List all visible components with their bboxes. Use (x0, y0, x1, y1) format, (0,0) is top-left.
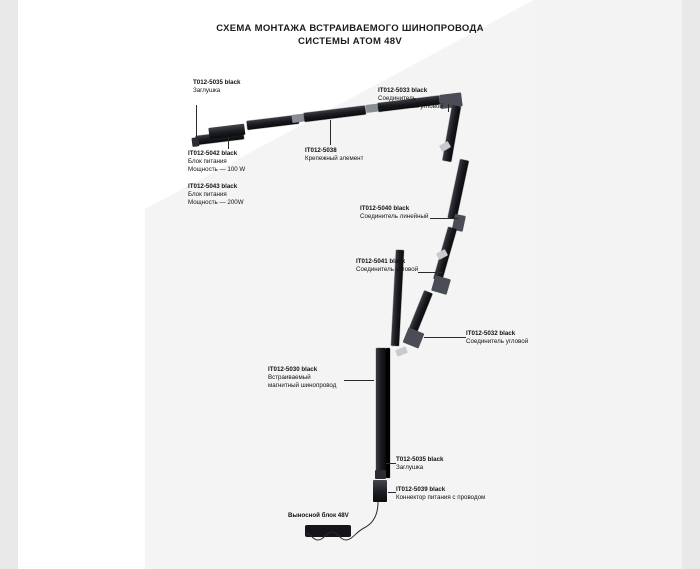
label-cap-top-desc-0: Заглушка (193, 87, 221, 95)
label-cap-top (193, 79, 240, 95)
label-psu-100w-code: IT012-5042 black (188, 150, 238, 157)
label-mount-clip (305, 147, 363, 163)
leader-psu (228, 137, 229, 149)
mount-clip-1 (292, 114, 305, 123)
leader-cap-top (196, 105, 197, 139)
label-vertical-corner-code: IT012-5033 black (378, 87, 428, 94)
label-power-connector (396, 486, 485, 502)
label-psu-200w (188, 183, 244, 208)
label-mount-clip-desc-0: Крепежный элемент (305, 155, 364, 163)
label-psu-100w-desc-0: Блок питания (188, 158, 227, 166)
label-corner-5041-desc-0: Соединитель угловой (356, 266, 419, 274)
label-corner-5032-desc-0: Соединитель угловой (466, 338, 529, 346)
leader-vcorner (448, 104, 449, 112)
leader-linear (430, 218, 458, 219)
label-cap-bottom-desc-0: Заглушка (396, 464, 424, 472)
title-line-1: СХЕМА МОНТАЖА ВСТРАИВАЕМОГО ШИНОПРОВОДА (216, 23, 484, 34)
label-psu-100w-desc-1: Мощность — 100 W (188, 166, 246, 174)
end-cap-bottom (375, 470, 386, 479)
label-vertical-corner-desc-1: вертикальный угловой (378, 103, 443, 111)
label-track-5030-desc-1: магнитный шинопровод (268, 382, 337, 390)
leader-5030 (344, 380, 374, 381)
label-linear-connector (360, 205, 428, 221)
label-track-5030-code: IT012-5030 black (268, 366, 318, 373)
label-corner-5032 (466, 330, 528, 346)
label-corner-5041-code: IT012-5041 black (356, 258, 406, 265)
label-linear-connector-desc-0: Соединитель линейный (360, 213, 429, 221)
label-track-5030-desc-0: Встраиваемый (268, 374, 311, 382)
leader-5032 (424, 337, 466, 338)
label-power-connector-desc-0: Коннектор питания с проводом (396, 494, 486, 502)
leader-5041 (418, 272, 442, 273)
label-cap-bottom-code: T012-5035 black (396, 456, 444, 463)
background-shade-right (530, 0, 682, 569)
label-corner-5041 (356, 258, 418, 274)
label-psu-200w-code: IT012-5043 black (188, 183, 238, 190)
label-remote-block-code: Выносной блок 48V (288, 512, 349, 519)
label-vertical-corner (378, 87, 443, 112)
label-linear-connector-code: IT012-5040 black (360, 205, 410, 212)
background-white-left (18, 0, 146, 569)
label-cap-top-code: T012-5035 black (193, 79, 241, 86)
track-main-vertical-shadow (386, 348, 390, 478)
power-connector-art (373, 480, 387, 502)
label-vertical-corner-desc-0: Соединитель (378, 95, 416, 103)
label-mount-clip-code: IT012-5038 (305, 147, 337, 154)
label-remote-block (288, 512, 349, 520)
remote-block-art (305, 525, 351, 537)
label-cap-bottom (396, 456, 443, 472)
label-track-5030 (268, 366, 336, 391)
leader-powerconn (388, 492, 396, 493)
label-psu-200w-desc-1: Мощность — 200W (188, 199, 244, 207)
mount-clip-2 (366, 104, 379, 113)
leader-clip (330, 120, 331, 145)
title-line-2: СИСТЕМЫ АТОМ 48V (298, 36, 402, 47)
leader-capbottom (386, 463, 396, 464)
label-power-connector-code: IT012-5039 black (396, 486, 446, 493)
label-psu-100w (188, 150, 245, 175)
label-psu-200w-desc-0: Блок питания (188, 191, 227, 199)
label-corner-5032-code: IT012-5032 black (466, 330, 516, 337)
track-main-vertical (376, 348, 386, 478)
diagram-title (0, 22, 700, 48)
